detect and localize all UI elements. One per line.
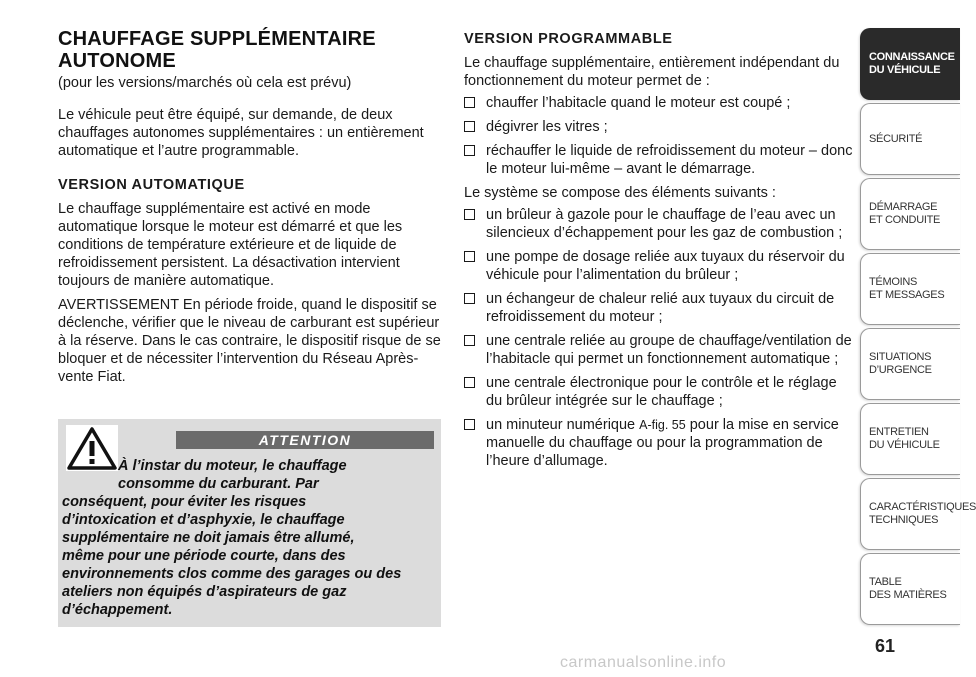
automatic-paragraph: Le chauffage supplémentaire est activé en mode automatique lorsque le moteur est démarré et que les conditions de température extérieure et de liquide de refroidissement persistent. La désactivation intervient toujours de manière automatique. xyxy=(58,201,403,289)
chapter-tabs xyxy=(860,28,976,628)
page-number: 61 xyxy=(874,636,896,656)
warning-line: supplémentaire ne doit jamais être allumé, xyxy=(62,530,355,546)
list-item: une pompe de dosage reliée aux tuyaux du réservoir du véhicule pour l’alimentation du brûleur ; xyxy=(464,248,854,284)
page-title xyxy=(58,28,448,72)
tab-connaissance-vehicule[interactable]: CONNAISSANCE DU VÉHICULE xyxy=(860,28,960,100)
checkbox-bullet-icon xyxy=(464,377,475,388)
checkbox-bullet-icon xyxy=(464,145,475,156)
warning-line: d’intoxication et d’asphyxie, le chauffage xyxy=(62,512,345,528)
tab-caracteristiques-techniques[interactable]: CARACTÉRISTIQUES TECHNIQUES xyxy=(860,478,960,550)
title-line-2: AUTONOME xyxy=(58,50,176,72)
list-item: une centrale électronique pour le contrôle et le réglage du brûleur intégrée sur le chauffage ; xyxy=(464,374,854,410)
warning-text xyxy=(58,457,441,619)
tab-entretien-vehicule[interactable]: ENTRETIEN DU VÉHICULE xyxy=(860,403,960,475)
warning-header: ATTENTION xyxy=(176,431,434,449)
checkbox-bullet-icon xyxy=(464,251,475,262)
tab-temoins-messages[interactable]: TÉMOINS ET MESSAGES xyxy=(860,253,960,325)
list-item: un minuteur numérique A-fig. 55 pour la mise en service manuelle du chauffage ou pour la programmation de l’heure d’allumage. xyxy=(464,416,854,470)
programmable-list xyxy=(464,94,854,178)
tab-securite[interactable]: SÉCURITÉ xyxy=(860,103,960,175)
tab-situations-urgence[interactable]: SITUATIONS D’URGENCE xyxy=(860,328,960,400)
system-intro: Le système se compose des éléments suivants : xyxy=(464,185,776,201)
warning-line: consomme du carburant. Par xyxy=(118,476,319,492)
right-column xyxy=(464,30,854,476)
list-item: une centrale reliée au groupe de chauffage/ventilation de l’habitacle qui permet un fonctionnement automatique ; xyxy=(464,332,854,368)
warning-box xyxy=(58,419,441,627)
section-title-automatic: VERSION AUTOMATIQUE xyxy=(58,177,245,193)
list-item: un brûleur à gazole pour le chauffage de l’eau avec un silencieux d’échappement pour les gaz de combustion ; xyxy=(464,206,854,242)
warning-line: même pour une période courte, dans des xyxy=(62,548,346,564)
left-column xyxy=(58,28,448,386)
figure-reference: A-fig. 55 xyxy=(639,418,686,432)
checkbox-bullet-icon xyxy=(464,419,475,430)
list-item: réchauffer le liquide de refroidissement du moteur – donc le moteur lui-même – avant le démarrage. xyxy=(464,142,854,178)
warning-line: d’échappement. xyxy=(62,602,173,618)
title-line-1: CHAUFFAGE SUPPLÉMENTAIRE xyxy=(58,28,376,50)
warning-line: environnements clos comme des garages ou des xyxy=(62,566,402,582)
checkbox-bullet-icon xyxy=(464,293,475,304)
subtitle: (pour les versions/marchés où cela est prévu) xyxy=(58,75,352,91)
section-title-programmable: VERSION PROGRAMMABLE xyxy=(464,31,673,47)
checkbox-bullet-icon xyxy=(464,97,475,108)
tab-table-matieres[interactable]: TABLE DES MATIÈRES xyxy=(860,553,960,625)
notice-paragraph: AVERTISSEMENT En période froide, quand le dispositif se déclenche, vérifier que le niveau de carburant est supérieur à la réserve. Dans le cas contraire, le dispositif risque de se bloquer et de nécessiter l’intervention du Réseau Après-vente Fiat. xyxy=(58,297,441,385)
checkbox-bullet-icon xyxy=(464,209,475,220)
intro-paragraph: Le véhicule peut être équipé, sur demande, de deux chauffages autonomes supplémentaires : un entièrement automatique et l’autre programmable. xyxy=(58,107,424,159)
tab-demarrage-conduite[interactable]: DÉMARRAGE ET CONDUITE xyxy=(860,178,960,250)
checkbox-bullet-icon xyxy=(464,335,475,346)
list-item: chauffer l’habitacle quand le moteur est coupé ; xyxy=(464,94,854,112)
system-list xyxy=(464,206,854,470)
programmable-intro: Le chauffage supplémentaire, entièrement indépendant du fonctionnement du moteur permet de : xyxy=(464,55,840,89)
checkbox-bullet-icon xyxy=(464,121,475,132)
list-item: un échangeur de chaleur relié aux tuyaux du circuit de refroidissement du moteur ; xyxy=(464,290,854,326)
warning-line: À l’instar du moteur, le chauffage xyxy=(118,458,347,474)
list-item: dégivrer les vitres ; xyxy=(464,118,854,136)
warning-line: conséquent, pour éviter les risques xyxy=(62,494,307,510)
warning-line: ateliers non équipés d’aspirateurs de gaz xyxy=(62,584,347,600)
watermark: carmanualsonline.info xyxy=(560,654,727,671)
